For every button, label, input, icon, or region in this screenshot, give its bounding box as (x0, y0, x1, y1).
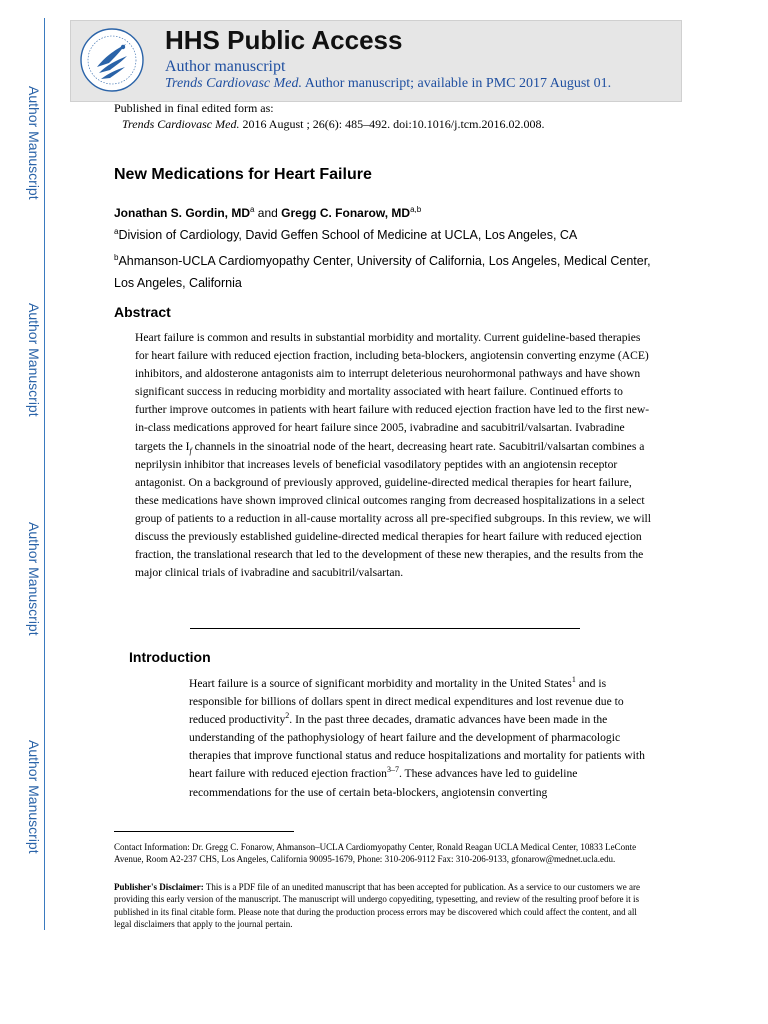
author-list (114, 206, 421, 220)
affiliation-a (114, 224, 674, 246)
author-name: Gregg C. Fonarow, MD (281, 206, 411, 220)
introduction-text (189, 675, 655, 802)
citation-details: 2016 August ; 26(6): 485–492. doi:10.1016/j.tcm.2016.02.008. (239, 117, 545, 131)
footnote-divider (114, 831, 294, 832)
margin-rule (44, 18, 45, 930)
hhs-public-access-title: HHS Public Access (165, 25, 403, 55)
article-title: New Medications for Heart Failure (114, 166, 372, 183)
introduction-heading: Introduction (129, 649, 211, 665)
journal-abbrev: Trends Cardiovasc Med. (165, 76, 303, 91)
abstract-text (135, 329, 655, 582)
abstract-text-part: channels in the sinoatrial node of the heart, decreasing heart rate. Sacubitril/valsartan combines a neprilysin inhibitor that increases levels of beneficial vasodilatory peptides with an angiotensin receptor antagonist. On a background of previously approved, guideline-directed medical therapies for heart failure, these medications have shown improved clinical outcomes ranging from decreased hospitalizations in a select group of patients to a reduction in all-cause mortality across all pre-specified subgroups. In this review, we will discuss the previously established guideline-directed medical therapies for heart failure with reduced ejection fraction, the translational research that led to the development of these new therapies, and the results from the major clinical trials of ivabradine and sacubitril/valsartan. (135, 439, 651, 580)
introduction-text-part: . In the past three decades, dramatic advances have been made in the understanding of the pathophysiology of heart failure and the development of pharmacologic therapies that improve functional status and reduce hospitalizations and mortality for patients with heart failure with reduced ejection fraction (189, 713, 645, 781)
author-name: Jonathan S. Gordin, MD (114, 206, 251, 220)
reference-mark: 2 (285, 711, 290, 721)
affiliation-b (114, 250, 674, 294)
author-affiliation-mark: a,b (410, 205, 422, 214)
side-label-author-manuscript: Author Manuscript (26, 86, 42, 200)
side-label-author-manuscript: Author Manuscript (26, 740, 42, 854)
hhs-eagle-seal-icon (79, 27, 145, 93)
author-joiner: and (254, 206, 282, 220)
abstract-subscript: f (189, 445, 192, 455)
affiliation-text: Division of Cardiology, David Geffen School of Medicine at UCLA, Los Angeles, CA (118, 228, 578, 242)
published-final-label: Published in final edited form as: (114, 101, 274, 115)
introduction-text-part: and is responsible for billions of dollars spent in direct medical expenditures and lost revenue due to reduced productivity (189, 677, 624, 727)
abstract-text-part: Heart failure is common and results in substantial morbidity and mortality. Current guideline-based therapies for heart failure with reduced ejection fraction, including beta-blockers, angiotensin converting enzyme (ACE) inhibitors, and aldosterone antagonists aim to interrupt deleterious neurohormonal pathways and have shown significant success in reducing morbidity and mortality associated with heart failure. Continued efforts to further improve outcomes in patients with heart failure with reduced ejection fraction have led to the first new-in-class medications approved for heart failure since 2005, ivabradine and sacubitril/valsartan. Ivabradine targets the I (135, 331, 650, 453)
introduction-text-part: Heart failure is a source of significant morbidity and mortality in the United States (189, 677, 572, 690)
reference-mark: 3–7 (386, 765, 399, 775)
author-manuscript-label: Author manuscript (165, 58, 286, 75)
affiliation-mark: b (114, 252, 119, 262)
introduction-text-part: . These advances have led to guideline recommendations for the use of certain beta-blockers, angiotensin converting (189, 767, 578, 799)
side-label-author-manuscript: Author Manuscript (26, 303, 42, 417)
journal-availability-line (165, 76, 611, 92)
publication-citation (122, 117, 544, 132)
abstract-divider (190, 628, 580, 629)
publisher-disclaimer (114, 881, 654, 930)
contact-information: Contact Information: Dr. Gregg C. Fonarow, Ahmanson–UCLA Cardiomyopathy Center, Ronald Reagan UCLA Medical Center, 10833 LeConte Avenue, Room A2-237 CHS, Los Angeles, California 90095-1679, Phone: 310-206-9112 Fax: 310-206-9133, gfonarow@mednet.ucla.edu. (114, 842, 637, 865)
disclaimer-label: Publisher's Disclaimer: (114, 882, 204, 892)
author-affiliation-mark: a (250, 205, 255, 214)
abstract-heading: Abstract (114, 304, 171, 320)
reference-mark: 1 (571, 675, 576, 685)
disclaimer-text: This is a PDF file of an unedited manuscript that has been accepted for publication. As a service to our customers we are providing this early version of the manuscript. The manuscript will undergo copyediting, typesetting, and review of the resulting proof before it is published in its final citable form. Please note that during the production process errors may be discovered which could affect the content, and all legal disclaimers that apply to the journal pertain. (114, 882, 640, 929)
citation-journal: Trends Cardiovasc Med. (122, 117, 240, 131)
affiliation-text: Ahmanson-UCLA Cardiomyopathy Center, University of California, Los Angeles, Medical Center, Los Angeles, California (114, 254, 651, 290)
hhs-header (70, 20, 682, 102)
availability-text: Author manuscript; available in PMC 2017 August 01. (302, 76, 612, 91)
affiliation-mark: a (114, 226, 119, 236)
side-label-author-manuscript: Author Manuscript (26, 522, 42, 636)
